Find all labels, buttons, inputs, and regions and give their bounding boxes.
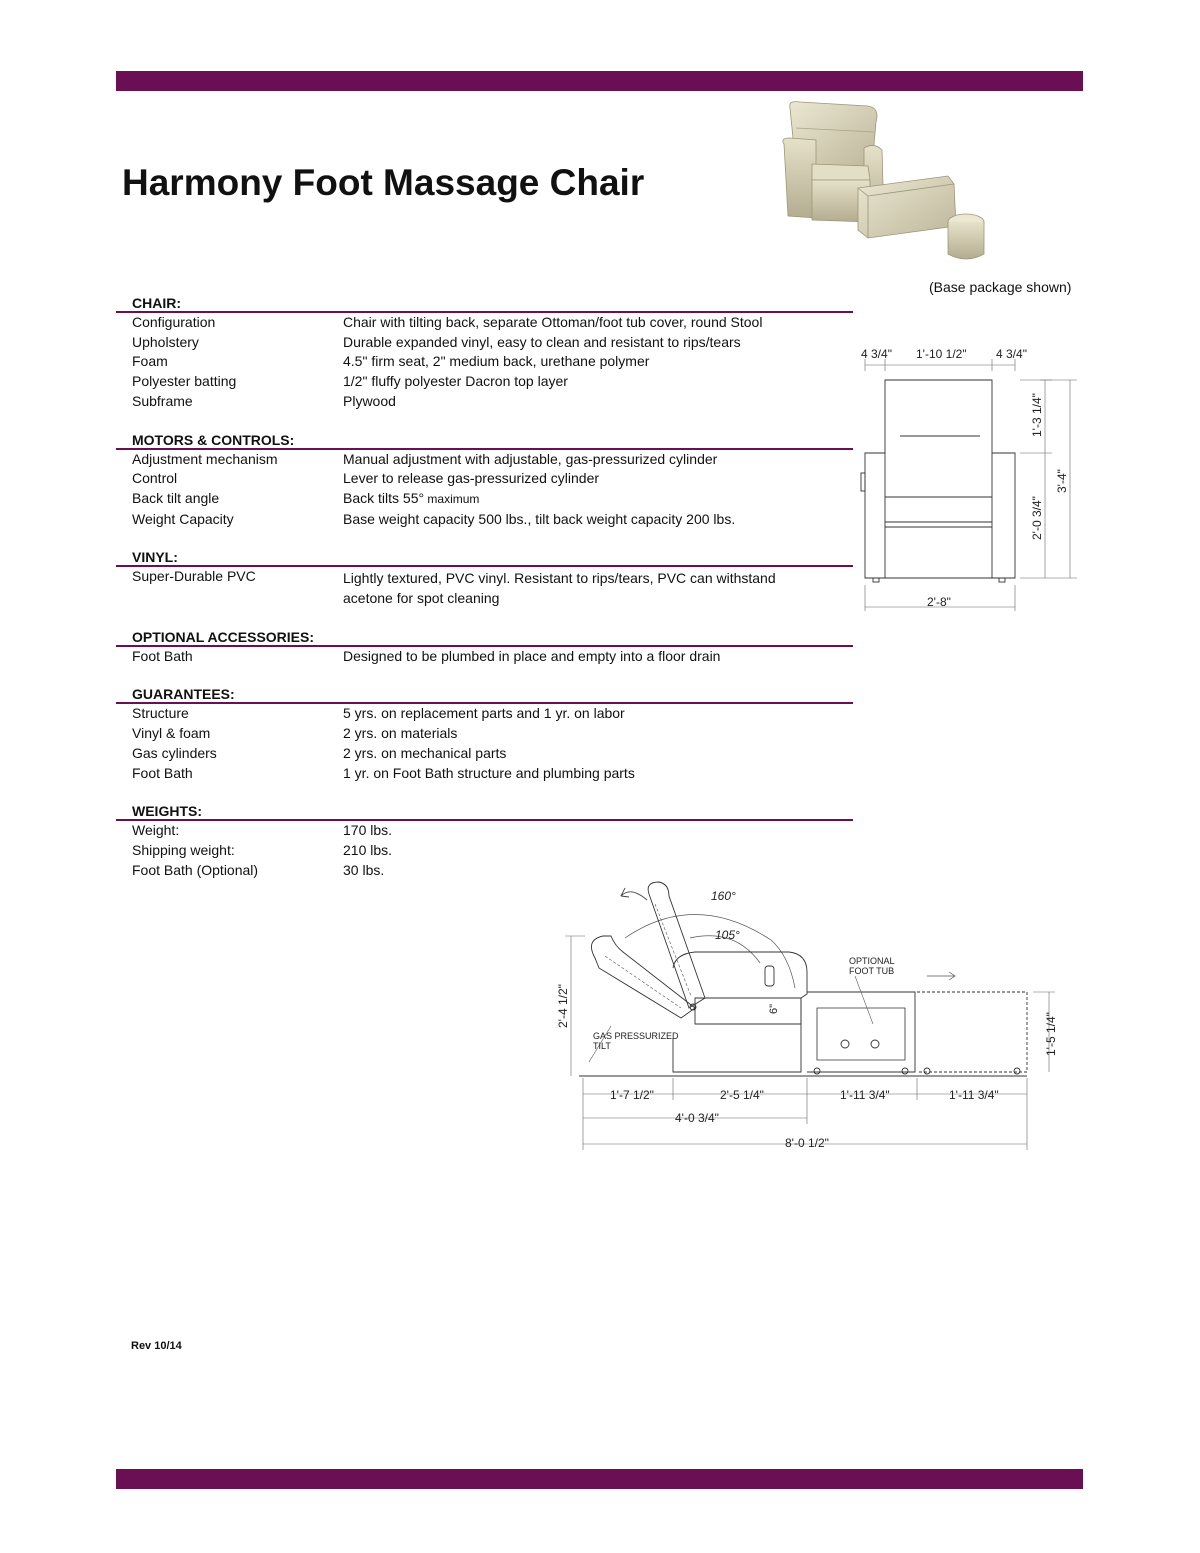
side-elevation-drawing: [555, 868, 1065, 1153]
spec-row: [116, 489, 853, 510]
spec-value: 2 yrs. on mechanical parts: [343, 744, 507, 761]
tilt-value: Back tilts 55°: [343, 489, 425, 506]
angle-160: 160°: [711, 889, 736, 903]
spec-label: Polyester batting: [132, 373, 237, 390]
spec-row: [116, 510, 853, 530]
dim-width: 2'-8": [927, 595, 951, 609]
front-elevation-drawing: [855, 335, 1085, 620]
spec-row: [116, 450, 853, 470]
spec-value: Designed to be plumbed in place and empty into a floor drain: [343, 647, 721, 664]
spec-label: Adjustment mechanism: [132, 450, 278, 467]
section-vinyl: [116, 549, 853, 608]
spec-label: Foot Bath: [132, 764, 193, 781]
spec-row: [116, 469, 853, 489]
spec-value: Lightly textured, PVC vinyl. Resistant to rips/tears, PVC can withstand acetone for spot cleaning: [343, 570, 776, 607]
spec-label: Structure: [132, 705, 189, 722]
dim-back-height: 2'-4 1/2": [556, 984, 570, 1028]
bottom-accent-bar: [116, 1469, 1083, 1489]
spec-value: Manual adjustment with adjustable, gas-pressurized cylinder: [343, 450, 718, 467]
dim-seat: 6": [768, 1003, 780, 1014]
spec-row: [116, 567, 853, 608]
photo-caption: (Base package shown): [929, 279, 1072, 295]
section-optional-accessories: [116, 629, 853, 667]
dim-arm-left: 4 3/4": [861, 347, 892, 361]
spec-row: [116, 841, 853, 861]
dim-overall: 8'-0 1/2": [785, 1136, 829, 1150]
dim-seg-2: 2'-5 1/4": [720, 1088, 764, 1102]
dim-chair-total: 4'-0 3/4": [675, 1111, 719, 1125]
section-chair: [116, 295, 853, 412]
spec-value: 30 lbs.: [343, 861, 385, 878]
spec-label: Weight:: [132, 822, 180, 839]
section-guarantees: [116, 686, 853, 783]
revision-label: Rev 10/14: [131, 1340, 182, 1352]
spec-value: 2 yrs. on materials: [343, 725, 458, 742]
dim-seg-1: 1'-7 1/2": [610, 1088, 654, 1102]
spec-label: Super-Durable PVC: [132, 568, 256, 585]
spec-value: 1/2" fluffy polyester Dacron top layer: [343, 373, 568, 390]
dim-seat-width: 1'-10 1/2": [916, 347, 967, 361]
gas-tilt-label-1: GAS PRESSURIZED: [593, 1031, 679, 1041]
spec-label: Shipping weight:: [132, 841, 235, 858]
spec-row: [116, 724, 853, 744]
spec-label: Weight Capacity: [132, 510, 234, 527]
spec-label: Foot Bath (Optional): [132, 861, 259, 878]
spec-label: Control: [132, 470, 178, 487]
spec-value: 170 lbs.: [343, 822, 393, 839]
gas-tilt-label-2: TILT: [593, 1041, 611, 1051]
spec-label: Vinyl & foam: [132, 725, 211, 742]
spec-row: [116, 372, 853, 392]
section-heading: WEIGHTS:: [116, 803, 853, 821]
spec-row: [116, 352, 853, 372]
product-photo: [776, 98, 986, 268]
spec-label: Foot Bath: [132, 647, 193, 664]
spec-table: [116, 295, 853, 900]
spec-value: 4.5" firm seat, 2" medium back, urethane polymer: [343, 353, 650, 370]
spec-value: Plywood: [343, 392, 396, 409]
spec-row: [116, 392, 853, 412]
spec-label: Back tilt angle: [132, 489, 220, 506]
spec-label: Configuration: [132, 314, 216, 330]
optional-tub-label-2: FOOT TUB: [849, 966, 895, 976]
dim-ottoman-height: 1'-5 1/4": [1044, 1012, 1058, 1056]
optional-tub-label-1: OPTIONAL: [849, 956, 895, 966]
spec-row: [116, 313, 853, 333]
spec-value: Base weight capacity 500 lbs., tilt back weight capacity 200 lbs.: [343, 510, 736, 527]
section-heading: OPTIONAL ACCESSORIES:: [116, 629, 853, 647]
spec-label: Foam: [132, 353, 168, 370]
spec-value: 5 yrs. on replacement parts and 1 yr. on labor: [343, 705, 625, 722]
dim-seg-3: 1'-11 3/4": [840, 1088, 890, 1102]
spec-row: [116, 647, 853, 667]
dim-seg-4: 1'-11 3/4": [949, 1088, 999, 1102]
spec-label: Upholstery: [132, 333, 199, 350]
tilt-note: maximum: [424, 491, 480, 506]
dim-arm-right: 4 3/4": [996, 347, 1027, 361]
spec-row: [116, 764, 853, 784]
spec-value: 210 lbs.: [343, 841, 393, 858]
spec-value: [343, 489, 853, 510]
dim-lower-height: 2'-0 3/4": [1030, 496, 1044, 540]
spec-value: Lever to release gas-pressurized cylinder: [343, 470, 600, 487]
spec-row: [116, 744, 853, 764]
section-heading: CHAIR:: [116, 295, 853, 313]
spec-row: [116, 333, 853, 353]
spec-row: [116, 704, 853, 724]
angle-105: 105°: [715, 928, 740, 942]
section-heading: MOTORS & CONTROLS:: [116, 432, 853, 450]
spec-value: Chair with tilting back, separate Ottoman/foot tub cover, round Stool: [343, 314, 763, 330]
section-heading: VINYL:: [116, 549, 853, 567]
dim-upper-height: 1'-3 1/4": [1030, 393, 1044, 437]
dim-total-height: 3'-4": [1055, 469, 1069, 493]
section-motors-controls: [116, 432, 853, 530]
section-heading: GUARANTEES:: [116, 686, 853, 704]
spec-label: Gas cylinders: [132, 744, 217, 761]
spec-value: Durable expanded vinyl, easy to clean and resistant to rips/tears: [343, 333, 741, 350]
spec-label: Subframe: [132, 392, 193, 409]
page-title: Harmony Foot Massage Chair: [122, 162, 645, 203]
spec-value: 1 yr. on Foot Bath structure and plumbing parts: [343, 764, 635, 781]
top-accent-bar: [116, 71, 1083, 91]
spec-row: [116, 821, 853, 841]
